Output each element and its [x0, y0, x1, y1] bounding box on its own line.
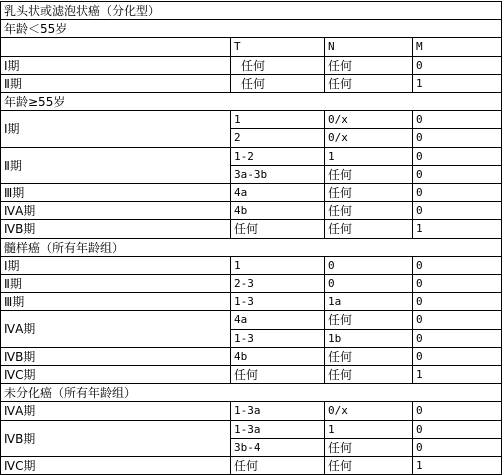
stage-label: Ⅱ期 — [4, 76, 22, 91]
grid-line — [412, 201, 413, 220]
grid-line — [501, 365, 502, 384]
grid-line — [324, 420, 325, 457]
n-value: 0/x — [328, 112, 348, 126]
grid-line — [501, 347, 502, 366]
grid-line — [324, 274, 325, 293]
t-value: 任何 — [234, 367, 259, 382]
grid-line — [324, 37, 325, 57]
grid-line — [230, 365, 231, 384]
grid-line — [324, 365, 325, 384]
m-value: 0 — [416, 258, 423, 272]
n-value: 1 — [328, 422, 335, 436]
grid-line — [412, 56, 413, 75]
grid-line — [0, 183, 1, 202]
m-value: 0 — [416, 294, 423, 308]
n-value: 0/x — [328, 130, 348, 144]
grid-line — [324, 219, 325, 239]
grid-line — [0, 19, 1, 38]
n-value: 任何 — [328, 203, 353, 218]
grid-line — [324, 74, 325, 93]
grid-line — [324, 347, 325, 366]
grid-line — [0, 274, 1, 293]
n-value: 1 — [328, 149, 335, 163]
grid-line — [324, 256, 325, 275]
grid-line — [324, 292, 325, 311]
t-value: 任何 — [241, 58, 266, 73]
stage-label: Ⅱ期 — [4, 276, 22, 291]
grid-line — [230, 329, 502, 330]
grid-line — [501, 219, 502, 239]
n-value: 任何 — [328, 312, 353, 327]
stage-label: ⅣA期 — [4, 203, 36, 218]
t-value: 3a-3b — [234, 167, 268, 181]
grid-line — [230, 292, 231, 311]
grid-line — [501, 110, 502, 148]
t-value: 1-2 — [234, 149, 254, 163]
grid-line — [412, 110, 413, 148]
grid-line — [0, 147, 1, 184]
grid-line — [0, 383, 1, 402]
t-value: 2 — [234, 130, 241, 144]
grid-line — [0, 110, 1, 148]
n-value: 任何 — [328, 185, 353, 200]
t-value: 4a — [234, 185, 248, 199]
grid-line — [0, 56, 1, 75]
m-value: 0 — [416, 112, 423, 126]
grid-line — [324, 147, 325, 184]
grid-line — [501, 92, 502, 111]
grid-line — [0, 74, 1, 93]
m-value: 0 — [416, 130, 423, 144]
header-stage-cell — [1, 37, 230, 55]
grid-line — [324, 110, 325, 148]
grid-line — [0, 365, 1, 384]
grid-line — [501, 238, 502, 257]
stage-label: ⅣC期 — [4, 367, 36, 382]
grid-line — [412, 456, 413, 475]
n-value: 任何 — [328, 440, 353, 455]
grid-line — [324, 201, 325, 220]
stage-label: Ⅰ期 — [4, 58, 20, 73]
grid-line — [412, 420, 413, 457]
t-value: 任何 — [234, 458, 259, 473]
grid-line — [230, 256, 231, 275]
grid-line — [230, 128, 502, 129]
stage-label: ⅣB期 — [4, 221, 36, 236]
grid-line — [412, 292, 413, 311]
grid-line — [501, 310, 502, 348]
grid-line — [501, 19, 502, 38]
section-title: 未分化癌（所有年龄组） — [4, 385, 137, 400]
m-value: 0 — [416, 440, 423, 454]
m-value: 1 — [416, 458, 423, 472]
grid-line — [412, 365, 413, 384]
t-value: 4a — [234, 312, 248, 326]
grid-line — [230, 37, 231, 57]
grid-line — [230, 347, 231, 366]
m-value: 0 — [416, 403, 423, 417]
grid-line — [230, 420, 231, 457]
t-value: 4b — [234, 349, 248, 363]
stage-label: ⅣB期 — [4, 349, 36, 364]
grid-line — [501, 292, 502, 311]
grid-line — [412, 256, 413, 275]
grid-line — [324, 183, 325, 202]
grid-line — [230, 74, 231, 93]
grid-line — [230, 165, 502, 166]
grid-line — [230, 274, 231, 293]
n-value: 任何 — [328, 58, 353, 73]
n-value: 0/x — [328, 403, 348, 417]
grid-line — [501, 401, 502, 421]
t-value: 4b — [234, 203, 248, 217]
n-value: 任何 — [328, 349, 353, 364]
grid-line — [501, 201, 502, 220]
grid-line — [501, 383, 502, 402]
column-header-t: T — [234, 39, 241, 53]
stage-label: Ⅱ期 — [4, 158, 22, 173]
grid-line — [501, 256, 502, 275]
grid-line — [412, 219, 413, 239]
stage-label: ⅣB期 — [4, 431, 36, 446]
grid-line — [0, 420, 1, 457]
grid-line — [324, 56, 325, 75]
grid-line — [230, 310, 231, 348]
m-value: 0 — [416, 185, 423, 199]
t-value: 1-3a — [234, 403, 261, 417]
grid-line — [501, 456, 502, 475]
n-value: 0 — [328, 258, 335, 272]
grid-line — [412, 401, 413, 421]
grid-line — [230, 219, 231, 239]
grid-line — [501, 1, 502, 20]
grid-line — [230, 438, 502, 439]
grid-line — [230, 110, 231, 148]
t-value: 1 — [234, 258, 241, 272]
stage-label: ⅣA期 — [4, 321, 36, 336]
grid-line — [412, 74, 413, 93]
m-value: 1 — [416, 76, 423, 90]
m-value: 1 — [416, 367, 423, 381]
grid-line — [0, 92, 1, 111]
grid-line — [501, 420, 502, 457]
n-value: 1b — [328, 331, 342, 345]
grid-line — [324, 401, 325, 421]
grid-line — [230, 147, 231, 184]
grid-line — [0, 310, 1, 348]
grid-line — [412, 347, 413, 366]
m-value: 0 — [416, 349, 423, 363]
grid-line — [324, 310, 325, 348]
grid-line — [0, 401, 1, 421]
grid-line — [412, 37, 413, 57]
n-value: 1a — [328, 294, 342, 308]
grid-line — [0, 238, 1, 257]
m-value: 1 — [416, 221, 423, 235]
grid-line — [501, 147, 502, 184]
n-value: 0 — [328, 276, 335, 290]
grid-line — [501, 183, 502, 202]
n-value: 任何 — [328, 367, 353, 382]
grid-line — [412, 147, 413, 184]
m-value: 0 — [416, 58, 423, 72]
t-value: 3b-4 — [234, 440, 261, 454]
stage-label: Ⅰ期 — [4, 121, 20, 136]
n-value: 任何 — [328, 458, 353, 473]
stage-label: ⅣA期 — [4, 403, 36, 418]
t-value: 1 — [234, 112, 241, 126]
t-value: 1-3 — [234, 331, 254, 345]
m-value: 0 — [416, 167, 423, 181]
t-value: 任何 — [241, 76, 266, 91]
t-value: 1-3a — [234, 422, 261, 436]
m-value: 0 — [416, 203, 423, 217]
grid-line — [412, 310, 413, 348]
grid-line — [230, 201, 231, 220]
grid-line — [501, 274, 502, 293]
grid-line — [0, 347, 1, 366]
column-header-n: N — [328, 39, 335, 53]
grid-line — [0, 201, 1, 220]
grid-line — [501, 74, 502, 93]
t-value: 任何 — [234, 221, 259, 236]
m-value: 0 — [416, 312, 423, 326]
section-title: 髓样癌（所有年龄组） — [4, 240, 125, 255]
grid-line — [0, 292, 1, 311]
t-value: 1-3 — [234, 294, 254, 308]
grid-line — [501, 56, 502, 75]
m-value: 0 — [416, 149, 423, 163]
stage-label: Ⅲ期 — [4, 294, 25, 309]
grid-line — [501, 37, 502, 57]
grid-line — [0, 37, 1, 57]
column-header-m: M — [416, 39, 423, 53]
grid-line — [412, 183, 413, 202]
grid-line — [0, 256, 1, 275]
grid-line — [230, 456, 231, 475]
t-value: 2-3 — [234, 276, 254, 290]
subsection-title: 年龄＜55岁 — [4, 21, 68, 36]
grid-line — [0, 219, 1, 239]
m-value: 0 — [416, 331, 423, 345]
grid-line — [0, 1, 1, 20]
grid-line — [230, 183, 231, 202]
grid-line — [0, 456, 1, 475]
stage-label: Ⅲ期 — [4, 185, 25, 200]
n-value: 任何 — [328, 221, 353, 236]
subsection-title: 年龄≥55岁 — [4, 94, 66, 109]
section-title: 乳头状或滤泡状癌（分化型） — [4, 3, 161, 18]
grid-line — [412, 274, 413, 293]
grid-line — [324, 456, 325, 475]
stage-label: ⅣC期 — [4, 458, 36, 473]
stage-label: Ⅰ期 — [4, 258, 20, 273]
grid-line — [230, 56, 231, 75]
n-value: 任何 — [328, 76, 353, 91]
grid-line — [230, 401, 231, 421]
m-value: 0 — [416, 276, 423, 290]
m-value: 0 — [416, 422, 423, 436]
n-value: 任何 — [328, 167, 353, 182]
